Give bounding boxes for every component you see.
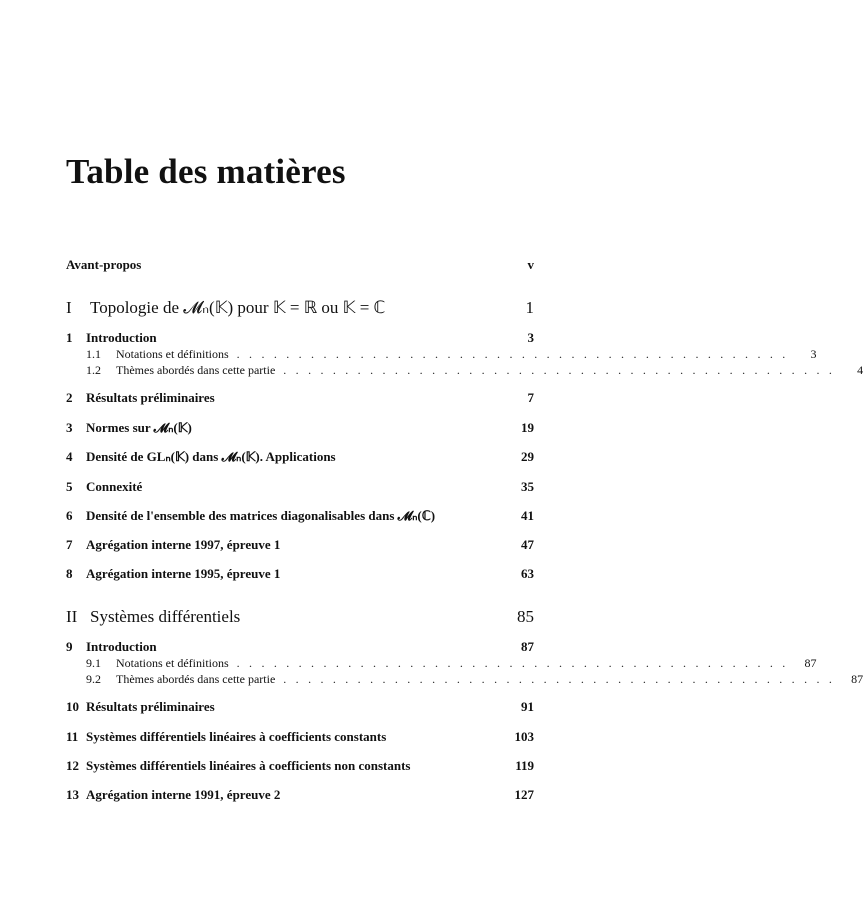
chapter-number: 11 xyxy=(66,729,79,744)
part-title: Systèmes différentiels xyxy=(90,607,241,626)
dot-leader: . . . . . . . . . . . . . . . . . . . . . . . . . . . . . . . . . . . . . . . . . . . . . xyxy=(236,656,789,670)
section-number: 1.1 xyxy=(86,347,101,361)
chapter-number: 1 xyxy=(66,330,73,345)
toc-chapter-13[interactable] xyxy=(66,787,534,803)
toc-chapter-6[interactable] xyxy=(66,508,534,524)
chapter-number: 4 xyxy=(66,449,73,464)
part-page: 1 xyxy=(525,298,534,317)
chapter-number: 2 xyxy=(66,390,73,405)
chapter-title: Introduction xyxy=(86,639,157,654)
section-title: Notations et définitions xyxy=(116,656,229,670)
section-number: 9.1 xyxy=(86,656,101,670)
chapter-title: Résultats préliminaires xyxy=(86,699,215,714)
section-title: Notations et définitions xyxy=(116,347,229,361)
page-title: Table des matières xyxy=(66,152,346,191)
section-title: Thèmes abordés dans cette partie xyxy=(116,672,276,686)
toc-entry-label: Avant-propos xyxy=(66,257,142,272)
chapter-number: 7 xyxy=(66,537,73,552)
chapter-title: Normes sur 𝓜ₙ(𝕂) xyxy=(86,420,192,435)
chapter-page: 87 xyxy=(521,639,534,654)
part-number: I xyxy=(66,298,72,317)
toc-chapter-8[interactable] xyxy=(66,566,534,582)
toc-chapter-4[interactable] xyxy=(66,449,534,465)
toc-chapter-10[interactable] xyxy=(66,699,534,715)
chapter-number: 12 xyxy=(66,758,79,773)
toc-chapter-5[interactable] xyxy=(66,479,534,495)
chapter-title: Introduction xyxy=(86,330,157,345)
chapter-title: Agrégation interne 1991, épreuve 2 xyxy=(86,787,281,802)
chapter-number: 13 xyxy=(66,787,79,802)
dot-leader: . . . . . . . . . . . . . . . . . . . . . . . . . . . . . . . . . . . . . . . . . . . . . xyxy=(236,347,789,361)
part-number: II xyxy=(66,607,78,626)
section-number: 9.2 xyxy=(86,672,101,686)
section-number: 1.2 xyxy=(86,363,101,377)
section-page: 87 xyxy=(851,672,863,686)
toc-chapter-1[interactable] xyxy=(66,330,534,346)
chapter-title: Systèmes différentiels linéaires à coefficients non constants xyxy=(86,758,411,773)
toc-part-1[interactable] xyxy=(66,298,534,318)
toc-entry-page: v xyxy=(527,257,534,272)
chapter-number: 10 xyxy=(66,699,79,714)
chapter-page: 41 xyxy=(521,508,534,523)
toc-part-2[interactable] xyxy=(66,607,534,627)
chapter-page: 29 xyxy=(521,449,534,464)
chapter-page: 63 xyxy=(521,566,534,581)
chapter-number: 6 xyxy=(66,508,73,523)
chapter-title: Densité de GLₙ(𝕂) dans 𝓜ₙ(𝕂). Applications xyxy=(86,449,336,464)
chapter-title: Agrégation interne 1997, épreuve 1 xyxy=(86,537,281,552)
section-page: 87 xyxy=(804,656,817,670)
toc-chapter-3[interactable] xyxy=(66,420,534,436)
toc-chapter-9[interactable] xyxy=(66,639,534,655)
chapter-title: Connexité xyxy=(86,479,143,494)
chapter-number: 5 xyxy=(66,479,73,494)
toc-section-1-1[interactable] xyxy=(86,347,817,362)
chapter-page: 3 xyxy=(527,330,534,345)
chapter-page: 91 xyxy=(521,699,534,714)
chapter-number: 8 xyxy=(66,566,73,581)
toc-chapter-7[interactable] xyxy=(66,537,534,553)
toc-section-9-1[interactable] xyxy=(86,656,817,671)
chapter-title: Systèmes différentiels linéaires à coefficients constants xyxy=(86,729,387,744)
section-page: 3 xyxy=(810,347,817,361)
toc-chapter-11[interactable] xyxy=(66,729,534,745)
part-page: 85 xyxy=(517,607,534,626)
chapter-page: 19 xyxy=(521,420,534,435)
section-page: 4 xyxy=(857,363,863,377)
chapter-page: 35 xyxy=(521,479,534,494)
toc-entry-avant-propos[interactable] xyxy=(66,257,534,273)
chapter-page: 7 xyxy=(527,390,534,405)
chapter-title: Densité de l'ensemble des matrices diagonalisables dans 𝓜ₙ(ℂ) xyxy=(86,508,436,523)
chapter-page: 119 xyxy=(515,758,534,773)
chapter-title: Résultats préliminaires xyxy=(86,390,215,405)
dot-leader: . . . . . . . . . . . . . . . . . . . . . . . . . . . . . . . . . . . . . . . . . . . . . xyxy=(283,672,836,686)
toc-chapter-12[interactable] xyxy=(66,758,534,774)
chapter-page: 127 xyxy=(514,787,534,802)
toc-chapter-2[interactable] xyxy=(66,390,534,406)
section-title: Thèmes abordés dans cette partie xyxy=(116,363,276,377)
part-title: Topologie de 𝓜ₙ(𝕂) pour 𝕂 = ℝ ou 𝕂 = ℂ xyxy=(90,298,386,317)
toc-section-1-2[interactable] xyxy=(86,363,863,378)
chapter-title: Agrégation interne 1995, épreuve 1 xyxy=(86,566,281,581)
chapter-number: 9 xyxy=(66,639,73,654)
chapter-number: 3 xyxy=(66,420,73,435)
toc-section-9-2[interactable] xyxy=(86,672,863,687)
chapter-page: 103 xyxy=(514,729,534,744)
dot-leader: . . . . . . . . . . . . . . . . . . . . . . . . . . . . . . . . . . . . . . . . . . . . . xyxy=(283,363,836,377)
chapter-page: 47 xyxy=(521,537,534,552)
